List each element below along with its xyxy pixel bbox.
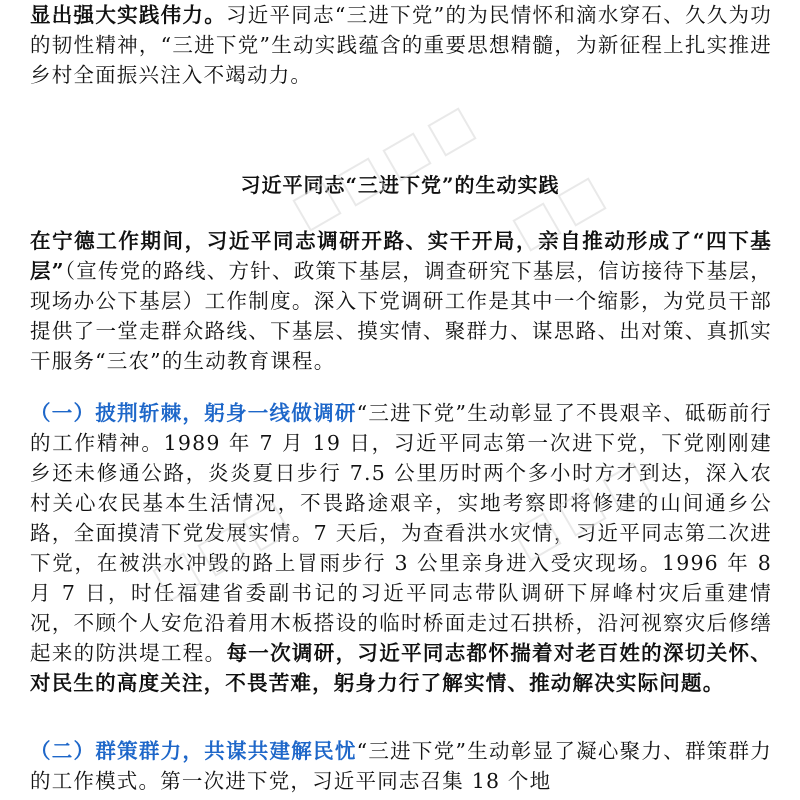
part-two-paragraph	[30, 736, 772, 796]
intro-text: 习近平同志“三进下党”的为民情怀和滴水穿石、久久为功的韧性精神，“三进下党”生动实践蕴含的重要思想精髓，为新征程上扎实推进乡村全面振兴注入不竭动力。	[30, 3, 772, 87]
ningde-text: （宣传党的路线、方针、政策下基层，调查研究下基层，信访接待下基层，现场办公下基层）工作制度。深入下党调研工作是其中一个缩影，为党员干部提供了一堂走群众路线、下基层、摸实情、聚群力、谋思路、出对策、真抓实干服务“三农”的生动教育课程。	[30, 259, 772, 373]
part-one-paragraph	[30, 398, 772, 698]
part-one-bold-tail: 每一次调研，习近平同志都怀揣着对老百姓的深切关怀、对民生的高度关注，不畏苦难，躬身力行了解实情、推动解决实际问题。	[30, 641, 772, 695]
part-one-text: “三进下党”生动彰显了不畏艰辛、砥砺前行的工作精神。1989 年 7 月 19 日，习近平同志第一次进下党，下党刚刚建乡还未修通公路，炎炎夏日步行 7.5 公里历时两个多小时方才到达，深入农村关心农民基本生活情况，不畏路途艰辛，实地考察即将修建的山间通乡公路，全面摸清下党发展实情。7 天后，为查看洪水灾情，习近平同志第二次进下党，在被洪水冲毁的路上冒雨步行 3 公里亲身进入受灾现场。1996 年 8 月 7 日，时任福建省委副书记的习近平同志带队调研下屏峰村灾后重建情况，不顾个人安危沿着用木板搭设的临时桥面走过石拱桥，沿河视察灾后修缮起来的防洪堤工程。	[30, 401, 772, 665]
ningde-paragraph	[30, 226, 772, 376]
intro-paragraph	[30, 0, 772, 90]
ningde-bold-lead: 在宁德工作期间，习近平同志调研开路、实干开局，亲自推动形成了“四下基层”	[30, 229, 772, 283]
intro-bold-lead: 显出强大实践伟力。	[30, 3, 226, 27]
part-two-text: “三进下党”生动彰显了凝心聚力、群策群力的工作模式。第一次进下党，习近平同志召集 18 个地	[30, 739, 772, 793]
part-one-heading: （一）披荆斩棘，躬身一线做调研	[30, 401, 357, 425]
part-two-heading: （二）群策群力，共谋共建解民忧	[30, 739, 357, 763]
section-title: 习近平同志“三进下党”的生动实践	[240, 173, 560, 197]
